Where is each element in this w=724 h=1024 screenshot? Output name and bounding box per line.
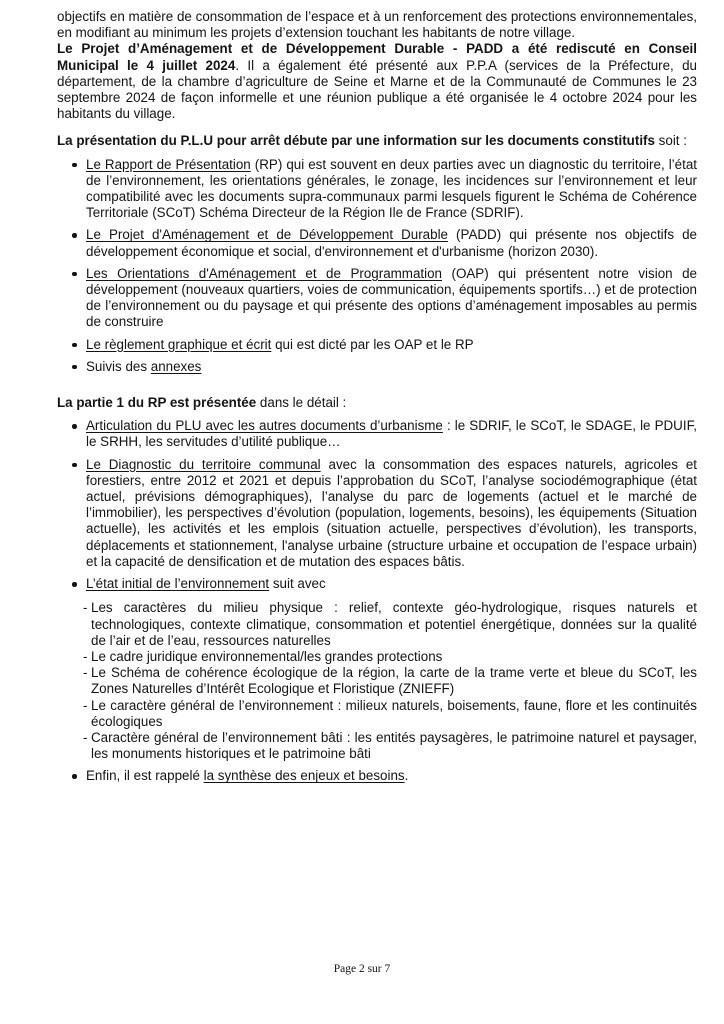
link-rapport-presentation: Le Rapport de Présentation [86, 156, 251, 172]
list-item-prefix: Suivis des [86, 358, 151, 374]
link-oap: Les Orientations d'Aménagement et de Programmation [86, 265, 442, 281]
list-item-text: (PADD) qui présente nos objectifs de développement économique et social, d'environnement et d'urbanisme (horizon 2030). [86, 227, 697, 259]
section2-heading-rest: dans le détail : [256, 395, 347, 411]
list-item [57, 768, 697, 784]
list-item-text: avec la consommation des espaces naturels, agricoles et forestiers, entre 2012 et 2021 et depuis l’approbation du SCoT, l’analyse sociodémographique (état actuel, prévisions démographiques), l’analyse du parc de logements (actuel et le marché de l’immobilier), les perspectives d’évolution (population, logements, besoins), les équipements (Situation actuelle), les activités et les emplois (situation actuelle, perspectives d’évolution), les transports, déplacements et stationnement, l'analyse urbaine (structure urbaine et occupation de l’espace urbain) et la capacité de densification et de mutation des espaces bâtis. [86, 456, 697, 569]
list-item-text: suit avec [269, 576, 326, 592]
list-item-text: . [404, 768, 409, 784]
list-item [57, 157, 697, 222]
intro-paragraph-1: objectifs en matière de consommation de l’espace et à un renforcement des protections environnementales, en modifiant au minimum les projets d’extension touchant les habitants de notre village. [57, 9, 697, 41]
intro-paragraph-2-text: . Il a également été présenté aux P.P.A (services de la Préfecture, du département, de la chambre d’agriculture de Seine et Marne et de la Communauté de Communes le 23 septembre 2024 de façon informelle et une réunion publique a été organisée le 4 octobre 2024 pour les habitants du village. [57, 57, 697, 122]
sublist-item: - Caractère général de l’environnement bâti : les entités paysagères, le patrimoine naturel et paysager, les monuments historiques et le patrimoine bâti [83, 730, 697, 762]
link-padd: Le Projet d'Aménagement et de Développement Durable [86, 227, 448, 243]
section2-heading-bold: La partie 1 du RP est présentée [57, 395, 257, 411]
page-number: Page 2 sur 7 [333, 963, 391, 975]
sublist-item: - Le caractère général de l’environnement : milieux naturels, boisements, faune, flore et les continuités écologiques [83, 698, 697, 730]
sublist-item: - Le Schéma de cohérence écologique de la région, la carte de la trame verte et bleue du SCoT, les Zones Naturelles d’Intérêt Ecologique et Floristique (ZNIEFF) [83, 665, 697, 697]
link-articulation-plu: Articulation du PLU avec les autres documents d’urbanisme [86, 418, 443, 434]
link-annexes: annexes [150, 358, 202, 374]
link-reglement: Le règlement graphique et écrit [86, 336, 272, 352]
padd-date-bold: Le Projet d’Aménagement et de Développement Durable - PADD a été rediscuté en Conseil Municipal le 4 juillet 2024 [57, 41, 697, 73]
section1-heading [57, 133, 697, 149]
list-item-prefix: Enfin, il est rappelé [86, 768, 204, 784]
list-item-text: : le SDRIF, le SCoT, le SDAGE, le PDUIF, le SRHH, les servitudes d’utilité publique… [86, 418, 697, 450]
section2-heading [57, 395, 697, 411]
link-diagnostic-territoire: Le Diagnostic du territoire communal [86, 456, 321, 472]
list-item [57, 266, 697, 331]
list-item-text: qui est dicté par les OAP et le RP [271, 336, 474, 352]
rp-part1-list [57, 418, 697, 784]
list-item [57, 337, 697, 353]
sublist-item: - Les caractères du milieu physique : relief, contexte géo-hydrologique, risques naturels et technologiques, contexte climatique, consommation et potentiel énergétique, données sur la qualité de l’air et de l’eau, ressources naturelles [83, 600, 697, 649]
list-item [57, 576, 697, 762]
link-synthese-enjeux: la synthèse des enjeux et besoins [203, 768, 405, 784]
document-body [57, 9, 697, 791]
section1-heading-rest: soit : [654, 133, 687, 149]
intro-paragraph-2 [57, 41, 697, 122]
list-item [57, 359, 697, 375]
list-item [57, 418, 697, 450]
link-etat-initial-environnement: L’état initial de l’environnement [86, 576, 270, 592]
list-item [57, 227, 697, 259]
sublist-item: - Le cadre juridique environnemental/les grandes protections [83, 649, 697, 665]
list-item-text: (RP) qui est souvent en deux parties avec un diagnostic du territoire, l’état de l’environnement, les orientations générales, le zonage, les incidences sur l’environnement et leur compatibilité avec les documents supra-communaux parmi lesquels figurent le Schéma de Cohérence Territoriale (SCoT) Schéma Directeur de la Région Ile de France (SDRIF). [86, 156, 697, 221]
environment-sublist [83, 600, 697, 762]
documents-list [57, 157, 697, 375]
list-item-text: (OAP) qui présentent notre vision de développement (nouveaux quartiers, voies de communication, équipements sportifs…) et de protection de l’environnement ou du paysage et qui présente des options d’aménagement imposables au permis de construire [86, 265, 697, 330]
section1-heading-bold: La présentation du P.L.U pour arrêt débute par une information sur les documents constitutifs [57, 133, 655, 149]
list-item [57, 457, 697, 570]
